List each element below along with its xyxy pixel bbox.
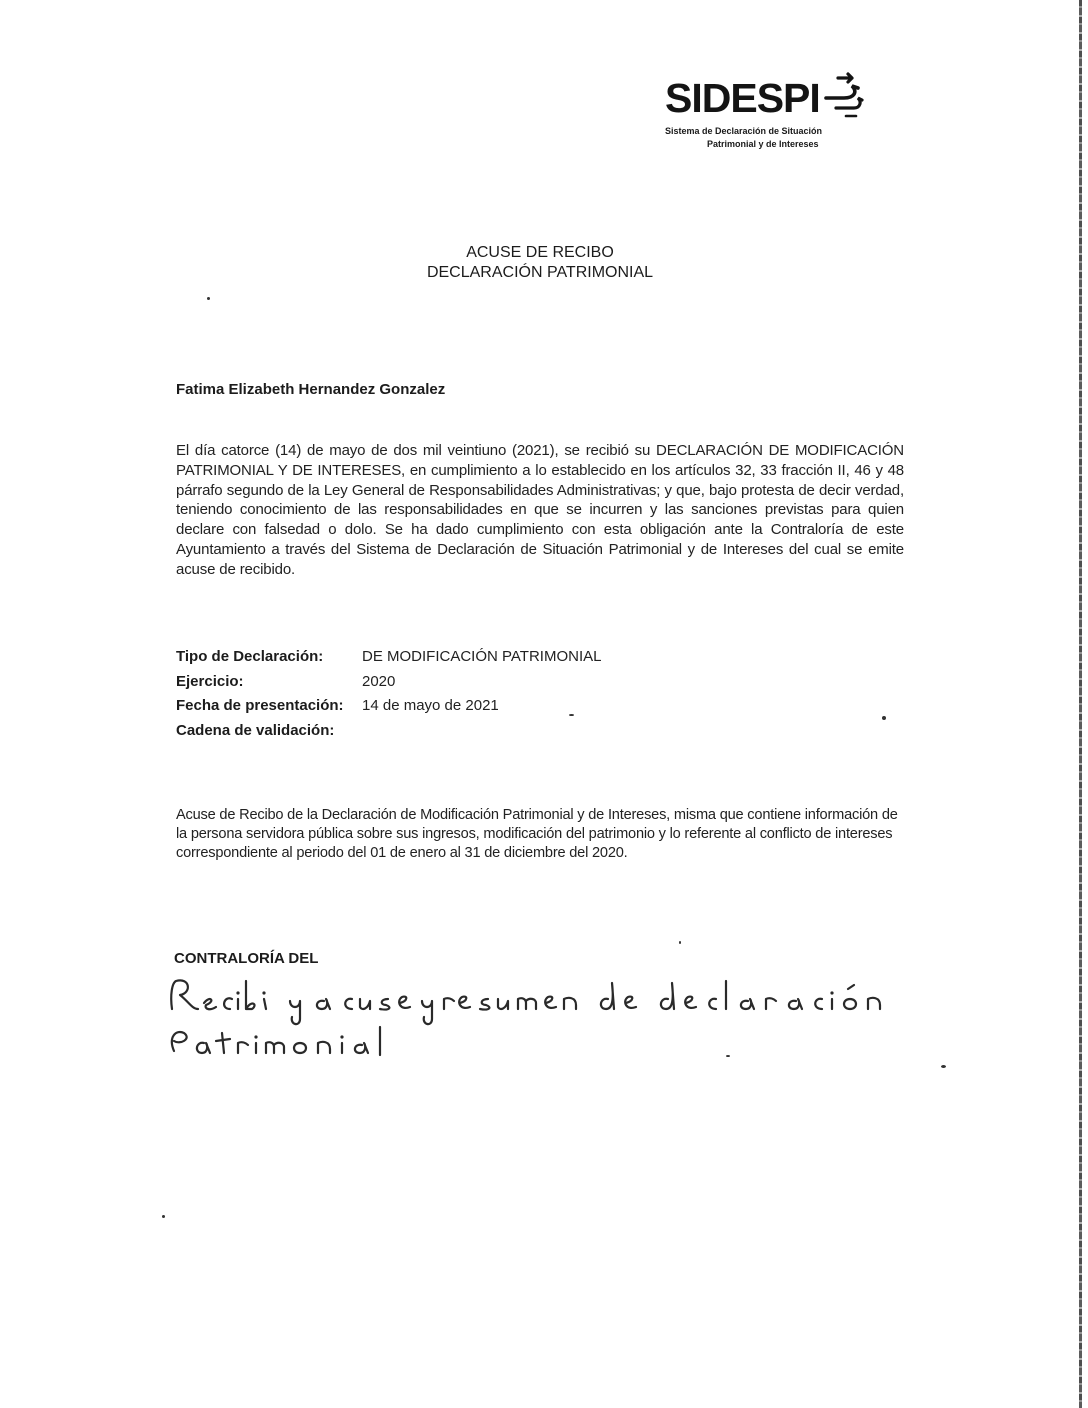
- ejercicio-value: 2020: [362, 672, 396, 690]
- detail-row-cadena: [176, 722, 601, 747]
- logo-arrows-icon: [824, 70, 864, 122]
- scan-speck: [941, 1065, 946, 1068]
- logo-subtitle-line2: Patrimonial y de Intereses: [707, 139, 819, 149]
- recipient-name: Fatima Elizabeth Hernandez Gonzalez: [176, 381, 446, 398]
- scan-speck: [569, 714, 574, 716]
- declaration-details: [176, 648, 601, 746]
- ejercicio-label: Ejercicio:: [176, 672, 244, 690]
- office-name: CONTRALORÍA DEL: [174, 950, 319, 967]
- fecha-label: Fecha de presentación:: [176, 697, 344, 714]
- detail-row-tipo: [176, 648, 601, 673]
- tipo-value: DE MODIFICACIÓN PATRIMONIAL: [362, 648, 602, 665]
- handwritten-note: [160, 965, 960, 1075]
- detail-row-fecha: [176, 697, 601, 722]
- detail-row-ejercicio: [176, 673, 601, 698]
- cadena-label: Cadena de validación:: [176, 721, 335, 739]
- summary-paragraph: Acuse de Recibo de la Declaración de Modificación Patrimonial y de Intereses, misma que contiene información de la persona servidora pública sobre sus ingresos, modificación del patrimonio y lo referente al conflicto de intereses correspondiente al periodo del 01 de enero al 31 de diciembre del 2020.: [176, 807, 898, 861]
- cadena-value: [362, 722, 601, 747]
- logo-subtitle-line1: Sistema de Declaración de Situación: [665, 126, 823, 136]
- document-title-line2: DECLARACIÓN PATRIMONIAL: [426, 264, 654, 281]
- scan-speck: [162, 1215, 165, 1218]
- scan-speck: [726, 1055, 730, 1057]
- scan-speck: [882, 716, 886, 720]
- scan-speck: [679, 941, 681, 944]
- fecha-value: 14 de mayo de 2021: [362, 697, 499, 714]
- sidespi-logo: [662, 70, 882, 154]
- logo-wordmark: SIDESPI: [665, 75, 820, 121]
- tipo-label: Tipo de Declaración:: [176, 648, 324, 665]
- scan-edge-shadow: [1079, 0, 1082, 1408]
- scan-speck: [207, 297, 210, 300]
- document-title-line1: ACUSE DE RECIBO: [466, 244, 614, 261]
- receipt-paragraph: El día catorce (14) de mayo de dos mil veintiuno (2021), se recibió su DECLARACIÓN DE MODIFICACIÓN PATRIMONIAL Y DE INTERESES, en cumplimiento a lo establecido en los artículos 32, 33 fracción II, 46 y 48 párrafo segundo de la Ley General de Responsabilidades Administrativas; y que, bajo protesta de decir verdad, teniendo conocimiento de las responsabilidades en que se incurren y las sanciones previstas para quien declare con falsedad o dolo. Se ha dado cumplimiento con esta obligación ante la Contraloría de este Ayuntamiento a través del Sistema de Declaración de Situación Patrimonial y de Intereses del cual se emite acuse de recibido.: [176, 442, 904, 578]
